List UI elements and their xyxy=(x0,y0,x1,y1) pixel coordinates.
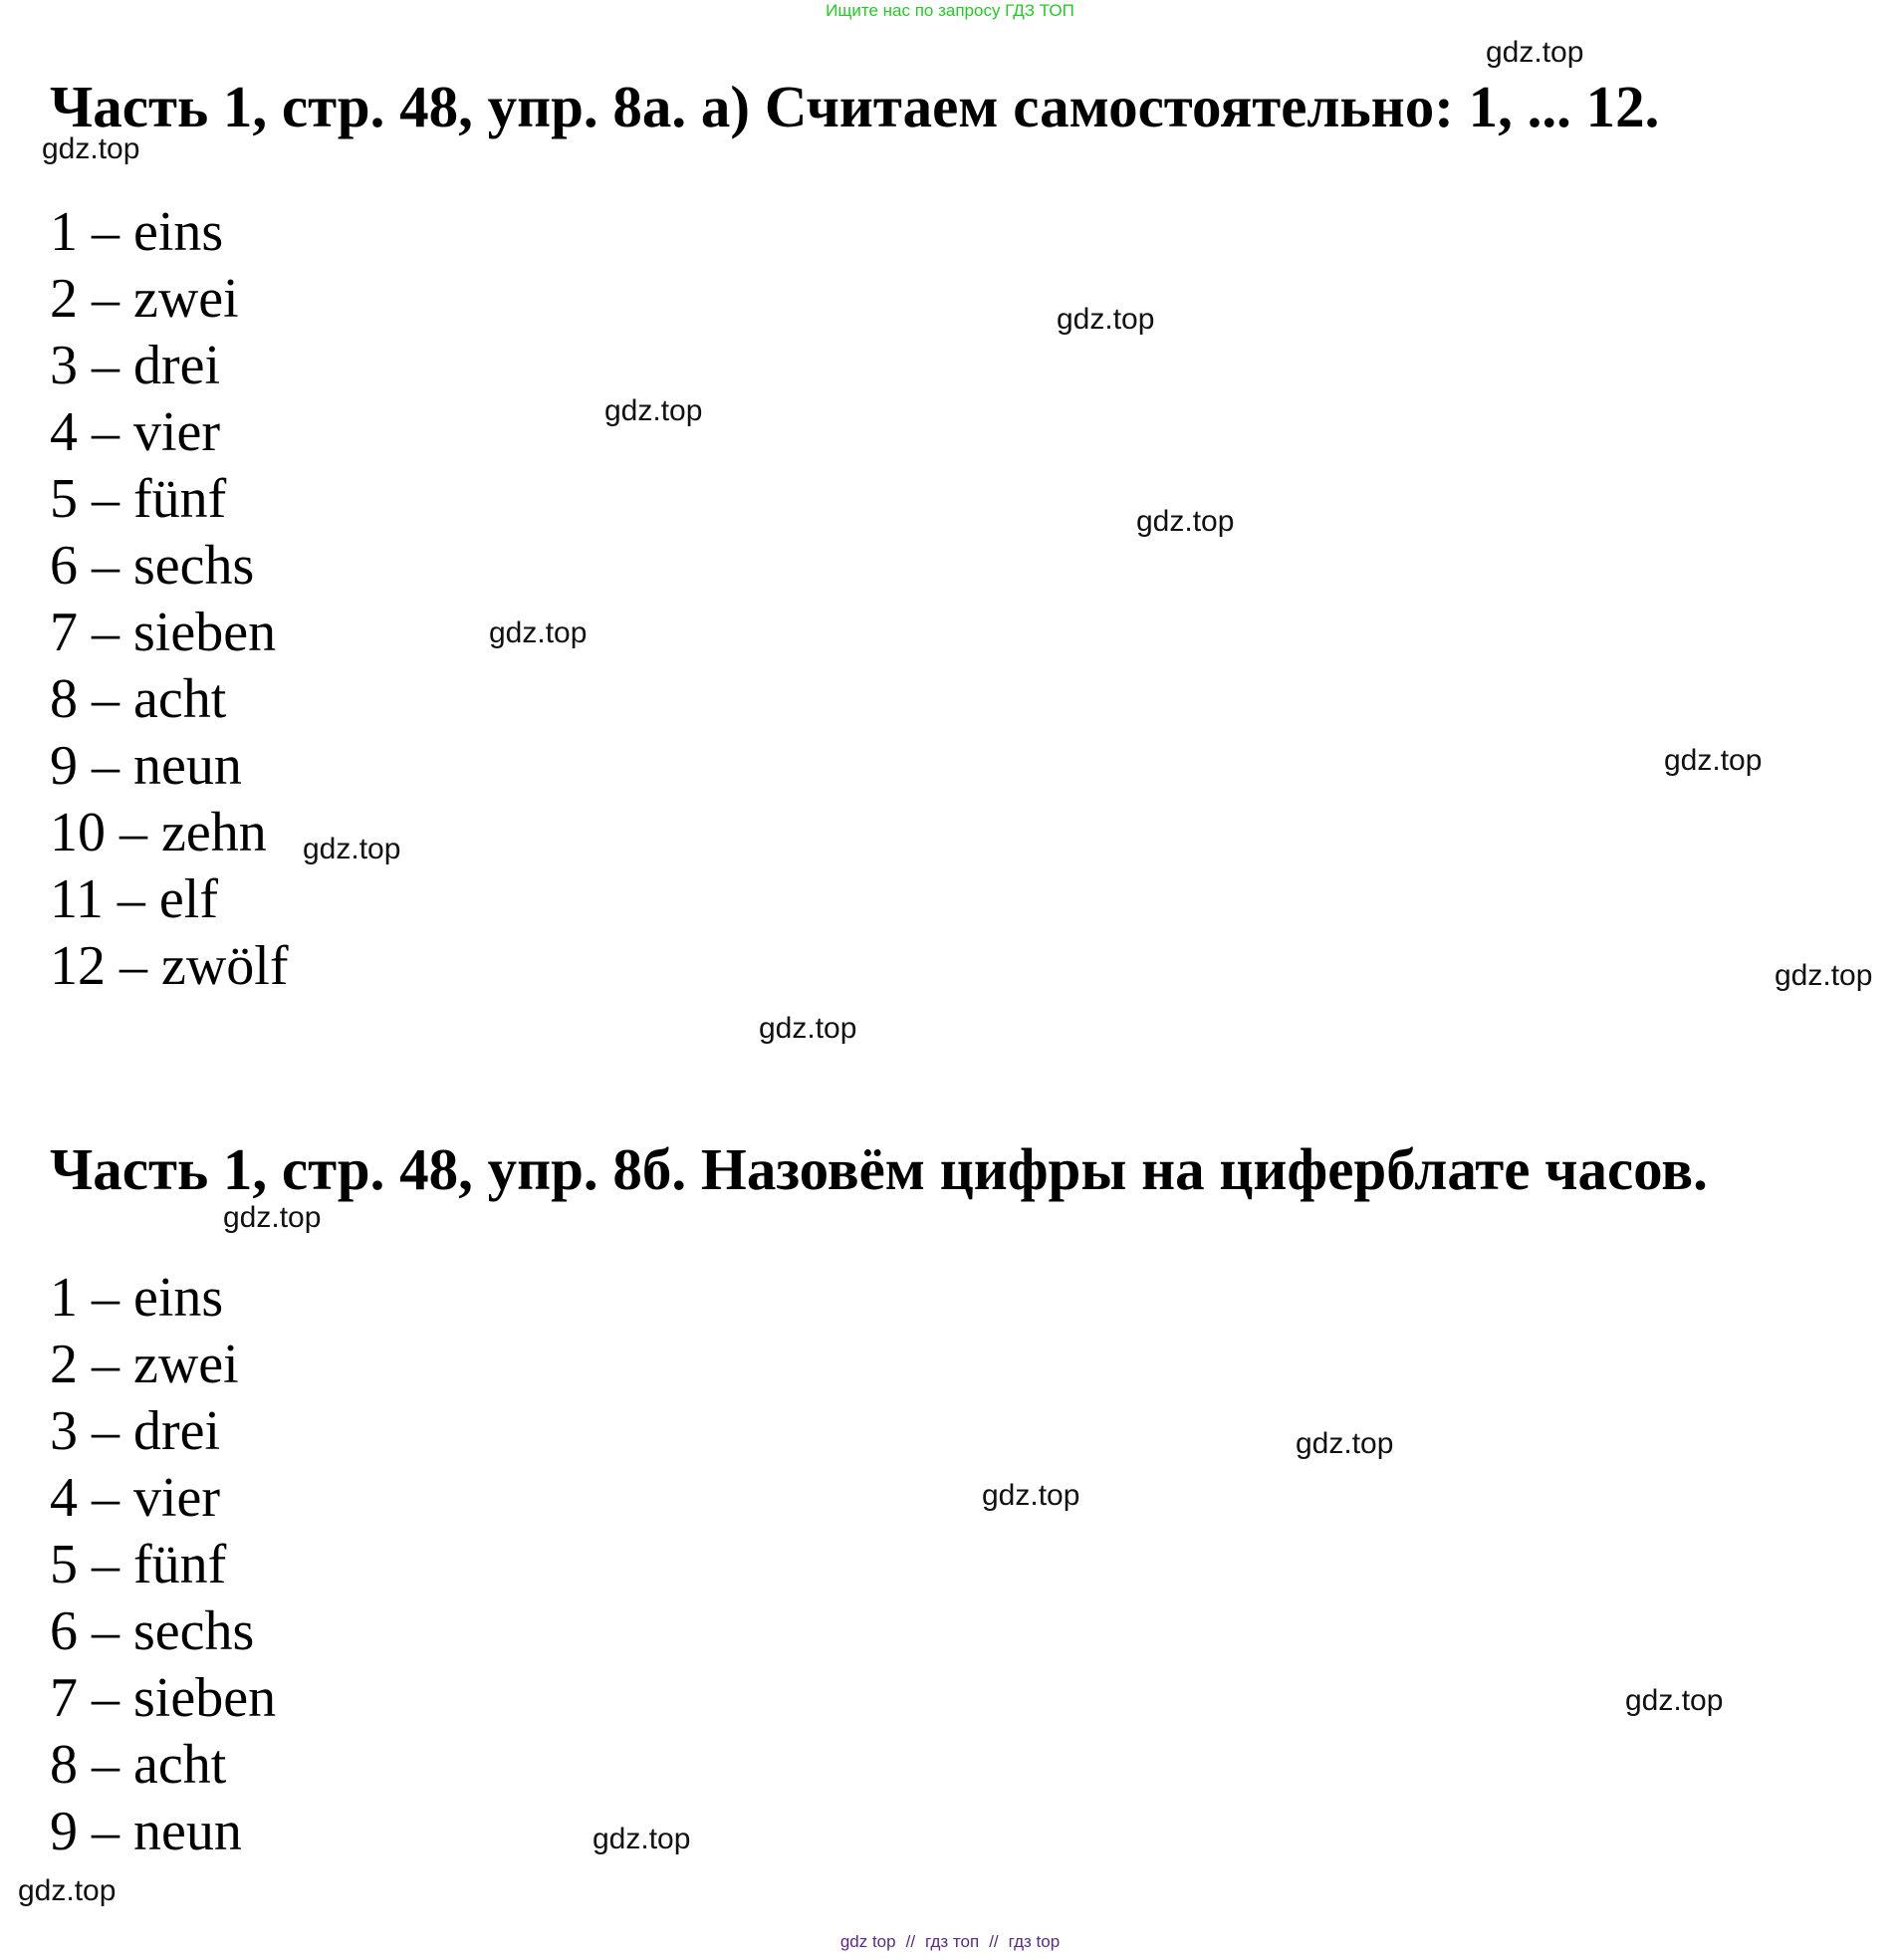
list-item: 5 – fünf xyxy=(50,1534,227,1595)
list-item: 5 – fünf xyxy=(50,468,227,530)
list-item: 2 – zwei xyxy=(50,1334,239,1395)
footer-part: гдз топ xyxy=(925,1932,980,1951)
watermark: gdz.top xyxy=(604,394,703,427)
section-a-number-list xyxy=(50,199,289,1000)
list-item: 6 – sechs xyxy=(50,535,255,597)
list-item: 7 – sieben xyxy=(50,1667,277,1729)
watermark: gdz.top xyxy=(982,1479,1080,1512)
footer-part: гдз top xyxy=(1008,1932,1061,1951)
watermark: gdz.top xyxy=(489,616,588,649)
list-item: 8 – acht xyxy=(50,668,227,730)
list-item: 11 – elf xyxy=(50,868,218,930)
list-item: 4 – vier xyxy=(50,1467,221,1529)
footer-part: gdz top xyxy=(839,1932,896,1951)
watermark: gdz.top xyxy=(1664,744,1763,777)
watermark: gdz.top xyxy=(593,1823,691,1855)
list-item: 3 – drei xyxy=(50,335,221,396)
list-item: 2 – zwei xyxy=(50,268,239,330)
footer-separator: // xyxy=(905,1932,916,1951)
list-item: 9 – neun xyxy=(50,1801,242,1862)
list-item: 6 – sechs xyxy=(50,1600,255,1662)
section-a-heading: Часть 1, стр. 48, упр. 8а. а) Считаем самостоятельно: 1, ... 12. xyxy=(50,74,1660,139)
list-item: 7 – sieben xyxy=(50,602,277,663)
watermark: gdz.top xyxy=(303,833,401,865)
list-item: 1 – eins xyxy=(50,1267,224,1329)
watermark: gdz.top xyxy=(1057,303,1155,336)
watermark: gdz.top xyxy=(1775,959,1873,992)
section-b-number-list xyxy=(50,1265,276,1865)
list-item: 9 – neun xyxy=(50,735,242,797)
watermark: gdz.top xyxy=(18,1874,117,1907)
list-item: 1 – eins xyxy=(50,201,224,263)
footer-separator: // xyxy=(989,1932,999,1951)
list-item: 12 – zwölf xyxy=(50,935,289,997)
footer xyxy=(0,1932,1900,1952)
watermark: gdz.top xyxy=(42,132,140,165)
section-b-heading: Часть 1, стр. 48, упр. 8б. Назовём цифры на циферблате часов. xyxy=(50,1136,1708,1202)
list-item: 4 – vier xyxy=(50,401,221,463)
watermark: gdz.top xyxy=(759,1012,857,1045)
watermark: gdz.top xyxy=(1136,505,1235,538)
watermark: gdz.top xyxy=(1486,36,1584,69)
top-banner: Ищите нас по запросу ГДЗ ТОП xyxy=(826,1,1074,20)
watermark: gdz.top xyxy=(1296,1427,1394,1460)
watermark: gdz.top xyxy=(223,1201,322,1234)
list-item: 10 – zehn xyxy=(50,802,267,863)
list-item: 8 – acht xyxy=(50,1734,227,1796)
list-item: 3 – drei xyxy=(50,1400,221,1462)
watermark: gdz.top xyxy=(1625,1684,1724,1717)
